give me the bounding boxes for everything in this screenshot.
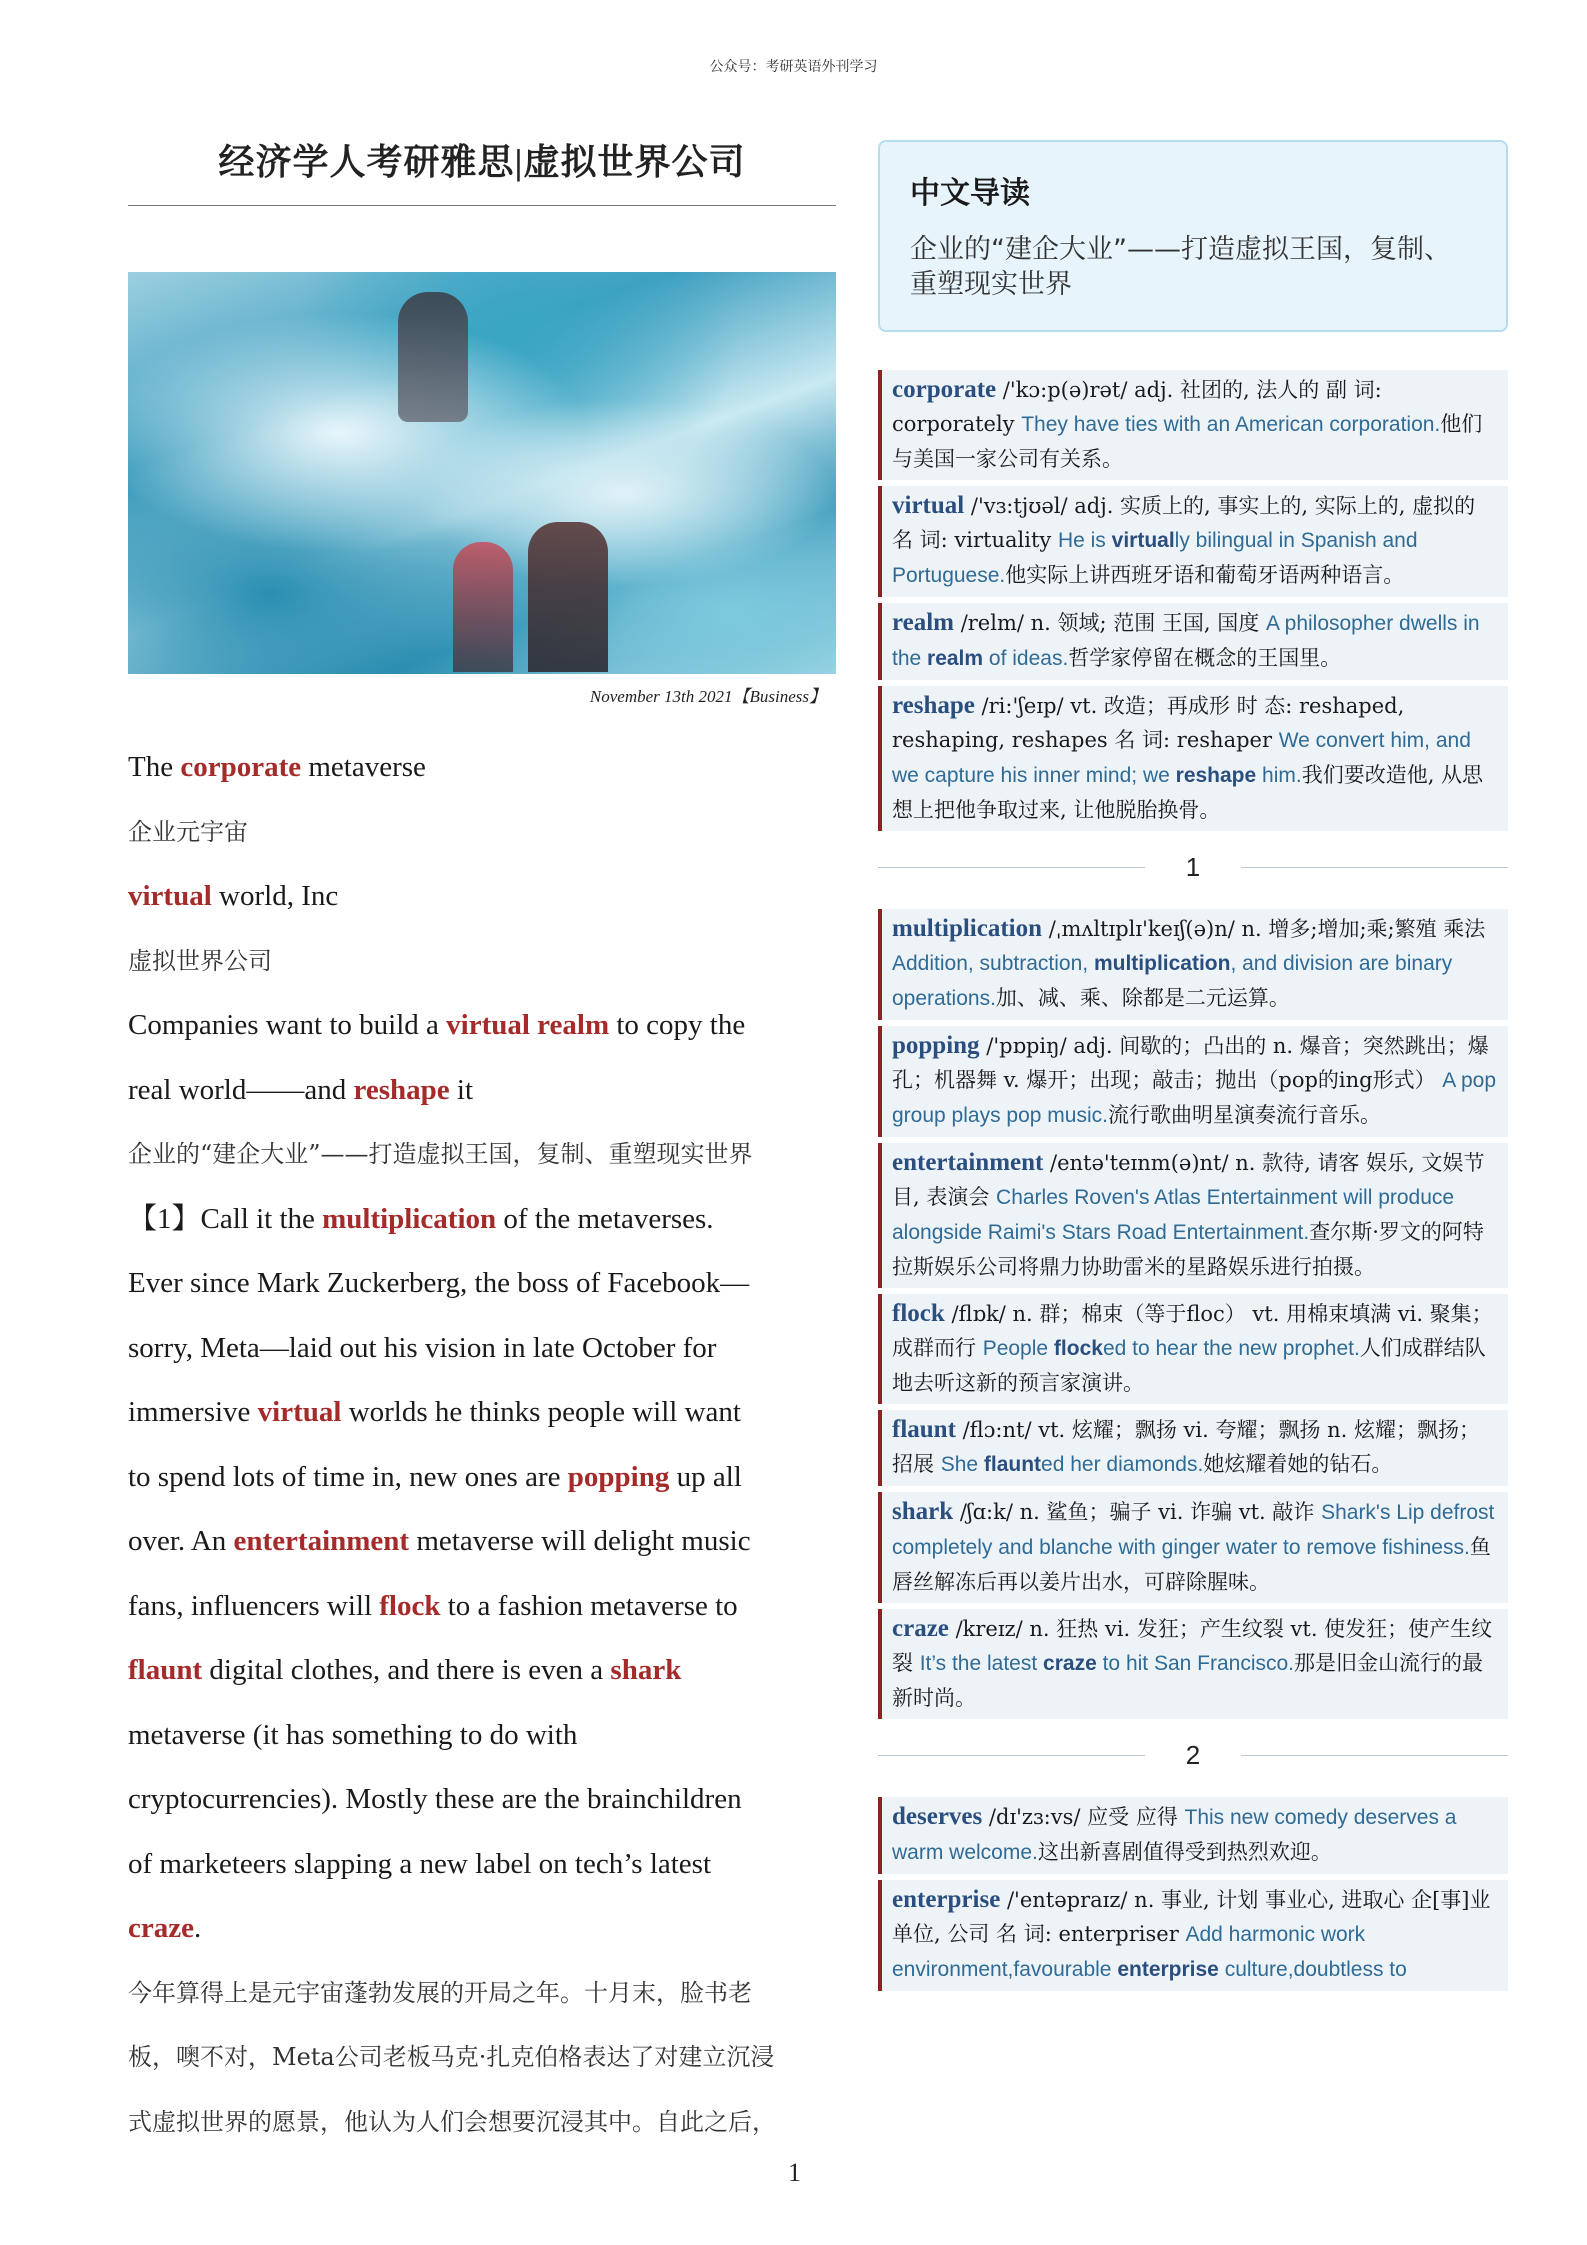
keyword: virtual realm [446,1009,610,1041]
vocab-example: Add harmonic work environment,favourable [892,1923,1366,1981]
vocab-translation: 他们与美国一家公司有关系。 [892,412,1483,471]
vocab-example-keyword: enterprise [1117,1958,1219,1981]
vocab-definition: /ri:'ʃeɪp/ vt. 改造；再成形 时 态: reshaped, reshaping, reshapes 名 词: reshaper [892,694,1405,752]
vocab-translation: 他实际上讲西班牙语和葡萄牙语两种语言。 [1005,563,1405,587]
guide-text: 企业的“建企大业”——打造虚拟王国，复制、重塑现实世界 [910,234,1451,300]
guide-title: 中文导读 [910,176,1030,211]
vocab-word: shark [892,1498,954,1525]
photo-figure [528,522,608,672]
vocab-word: virtual [892,492,965,519]
vocab-example-keyword: flaunt [983,1453,1042,1476]
paragraph-line: immersive virtual worlds he thinks people will want [128,1396,741,1428]
article-column [128,120,836,2154]
vocab-entry [878,1294,1508,1404]
subheading-zh: 虚拟世界公司 [128,946,272,975]
vocab-example: A pop group plays pop music. [892,1069,1497,1127]
vocab-example-keyword: virtual [1111,529,1175,552]
keyword: flock [379,1589,441,1622]
paragraph-line: flaunt digital clothes, and there is even a shark [128,1654,682,1686]
vocab-definition: /flɔ:nt/ vt. 炫耀；飘扬 vi. 夸耀；飘扬 n. 炫耀；飘扬；招展 [892,1418,1481,1476]
vocab-example: culture,doubtless to [1218,1958,1407,1981]
vocab-example: ly bilingual in Spanish and Portuguese. [892,529,1418,587]
vocab-example: Shark's Lip defrost completely and blanche with ginger water to remove fishiness. [892,1501,1495,1559]
article-body [128,735,836,2154]
section-divider [878,839,1508,895]
keyword: shark [610,1654,682,1686]
vocab-entry [878,909,1508,1020]
vocab-translation: 哲学家停留在概念的王国里。 [1068,646,1342,670]
vocab-translation: 这出新喜剧值得受到热烈欢迎。 [1037,1840,1332,1864]
paragraph-line: Ever since Mark Zuckerberg, the boss of Facebook— [128,1267,750,1299]
vocab-example: He is [1057,529,1112,552]
vocab-definition: /ʃɑ:k/ n. 鲨鱼；骗子 vi. 诈骗 vt. 敲诈 [953,1500,1322,1524]
vocab-word: entertainment [892,1149,1044,1176]
vocab-group [878,1797,1508,1991]
subheading-en: virtual world, Inc [128,880,339,912]
vocab-translation: 那是旧金山流行的最新时尚。 [892,1651,1484,1710]
vocab-entry [878,1410,1508,1486]
vocab-example: of ideas. [983,647,1069,670]
vocab-example: ed her diamonds. [1041,1453,1204,1476]
paragraph-line: cryptocurrencies). Mostly these are the brainchildren [128,1783,742,1815]
vocab-entry [878,486,1508,597]
vocab-example: We convert him, and we capture his inner mind; we [892,729,1471,787]
photo-figure [398,292,468,422]
vocab-translation: 人们成群结队地去听这新的预言家演讲。 [892,1336,1486,1395]
vocab-word: flaunt [892,1416,956,1443]
article-photo [128,272,836,674]
photo-caption: November 13th 2021【Business】 [589,687,826,706]
keyword: reshape [353,1073,450,1106]
keyword: multiplication [322,1202,497,1235]
vocab-definition: /ˌmʌltɪplɪ'keɪʃ(ə)n/ n. 增多;增加;乘;繁殖 乘法 [1042,917,1486,941]
vocab-definition: /dɪ'zɜ:vs/ 应受 应得 [982,1805,1185,1829]
vocab-group [878,909,1508,1719]
paragraph-line: craze. [128,1912,202,1944]
page-number: 1 [788,2158,801,2187]
vocab-example: , and division are binary operations. [892,952,1453,1010]
keyword: craze [128,1912,194,1944]
vocab-word: craze [892,1615,949,1642]
vocab-definition: /entə'teɪnm(ə)nt/ n. 款待, 请客 娱乐, 文娱节目, 表演会 [892,1151,1485,1209]
vocab-example-keyword: flock [1053,1337,1103,1360]
vocab-entry [878,370,1508,480]
vocab-definition: /kreɪz/ n. 狂热 vi. 发狂；产生纹裂 vt. 使发狂；使产生纹裂 [892,1617,1493,1675]
paragraph-line: metaverse (it has something to do with [128,1718,578,1751]
paragraph-line: to spend lots of time in, new ones are popping up all [128,1460,742,1493]
vocab-example: She [940,1453,984,1476]
paragraph-line: fans, influencers will flock to a fashion metaverse to [128,1589,738,1622]
vocab-definition: /'entəpraɪz/ n. 事业, 计划 事业心, 进取心 企[事]业单位, 公司 名 词: enterpriser [892,1888,1491,1946]
keyword: popping [567,1460,670,1493]
section-divider [878,1727,1508,1783]
vocab-example: It’s the latest [919,1652,1044,1675]
vocab-word: deserves [892,1803,983,1830]
vocab-entry [878,1026,1508,1137]
vocab-column [878,140,1508,1997]
keyword: entertainment [233,1525,410,1557]
section-number: 2 [1185,1739,1201,1770]
vocab-group [878,370,1508,831]
keyword: corporate [180,751,302,783]
header-note: 公众号：考研英语外刊学习 [709,60,878,75]
keyword: flaunt [128,1654,203,1686]
keyword: virtual [257,1396,342,1428]
paragraph-zh-line: 式虚拟世界的愿景，他认为人们会想要沉浸其中。自此之后， [128,2107,776,2136]
vocab-example: This new comedy deserves a warm welcome. [892,1806,1457,1864]
vocab-example: Addition, subtraction, [892,952,1094,975]
vocab-word: reshape [892,692,975,719]
vocab-example-keyword: reshape [1175,764,1257,787]
vocab-word: corporate [892,376,997,403]
photo-figure [453,542,513,672]
vocab-definition: /'vɜ:tjʊəl/ adj. 实质上的, 事实上的, 实际上的, 虚拟的 名 词: virtuality [892,494,1476,552]
vocab-entry [878,686,1508,831]
vocab-example: to hit San Francisco. [1096,1652,1295,1675]
vocab-example: People [982,1337,1054,1360]
vocab-translation: 流行歌曲明星演奏流行音乐。 [1107,1103,1381,1127]
vocab-definition: /flɒk/ n. 群；棉束（等于floc） vt. 用棉束填满 vi. 聚集；成群而行 [892,1302,1493,1360]
vocab-entry [878,1609,1508,1719]
paragraph-line: over. An entertainment metaverse will delight music [128,1525,751,1557]
lede-zh: 企业的“建企大业”——打造虚拟王国，复制、重塑现实世界 [128,1140,753,1168]
vocab-translation: 她炫耀着她的钻石。 [1203,1452,1393,1476]
paragraph-line: 【1】Call it the multiplication of the metaverses. [128,1202,714,1235]
vocab-example: Charles Roven's Atlas Entertainment will produce alongside Raimi's Stars Road Entertainment. [892,1186,1455,1244]
section-number: 1 [1185,851,1201,882]
vocab-entry [878,1143,1508,1288]
vocab-example: him. [1256,764,1302,787]
vocab-entry [878,1880,1508,1991]
vocab-definition: /relm/ n. 领域; 范围 王国, 国度 [954,611,1266,635]
vocab-example: They have ties with an American corporation. [1021,413,1441,436]
paragraph-line: sorry, Meta—laid out his vision in late October for [128,1331,717,1364]
keyword: virtual [128,880,212,912]
vocab-translation: 加、减、乘、除都是二元运算。 [995,986,1290,1010]
vocab-entry [878,1492,1508,1603]
vocab-word: realm [892,609,955,636]
paragraph-zh-line: 板，噢不对，Meta公司老板马克·扎克伯格表达了对建立沉浸 [128,2043,775,2071]
vocab-example-keyword: craze [1043,1652,1097,1675]
vocab-translation: 鱼唇丝解冻后再以姜片出水，可辟除腥味。 [892,1535,1491,1594]
paragraph-zh-line: 今年算得上是元宇宙蓬勃发展的开局之年。十月末，脸书老 [128,1978,752,2007]
paragraph-line: of marketeers slapping a new label on tech’s latest [128,1847,712,1880]
vocab-example-keyword: multiplication [1093,952,1231,975]
vocab-example-keyword: realm [927,647,984,670]
vocab-translation: 查尔斯·罗文的阿特拉斯娱乐公司将鼎力协助雷米的星路娱乐进行拍摄。 [892,1220,1484,1279]
vocab-entry [878,603,1508,680]
page-title: 经济学人考研雅思|虚拟世界公司 [128,120,836,206]
vocab-word: enterprise [892,1886,1001,1913]
heading-zh: 企业元宇宙 [128,817,248,846]
vocab-definition: /'pɒpiŋ/ adj. 间歇的；凸出的 n. 爆音；突然跳出；爆孔；机器舞 v. 爆开；出现；敲击；抛出（pop的ing形式） [892,1034,1489,1092]
guide-box [878,140,1508,332]
lede-line: real world——and reshape it [128,1073,474,1106]
vocab-translation: 我们要改造他, 从思想上把他争取过来, 让他脱胎换骨。 [892,763,1484,822]
vocab-word: flock [892,1300,945,1327]
vocab-word: popping [892,1032,980,1059]
heading-en: The corporate metaverse [128,751,426,783]
vocab-entry [878,1797,1508,1874]
lede-line: Companies want to build a virtual realm to copy the [128,1009,746,1041]
vocab-example: ed to hear the new prophet. [1102,1337,1360,1360]
vocab-definition: /'kɔ:p(ə)rət/ adj. 社团的, 法人的 副 词: corporately [892,378,1382,436]
vocab-example: A philosopher dwells in the [892,612,1480,670]
vocab-word: multiplication [892,915,1043,942]
